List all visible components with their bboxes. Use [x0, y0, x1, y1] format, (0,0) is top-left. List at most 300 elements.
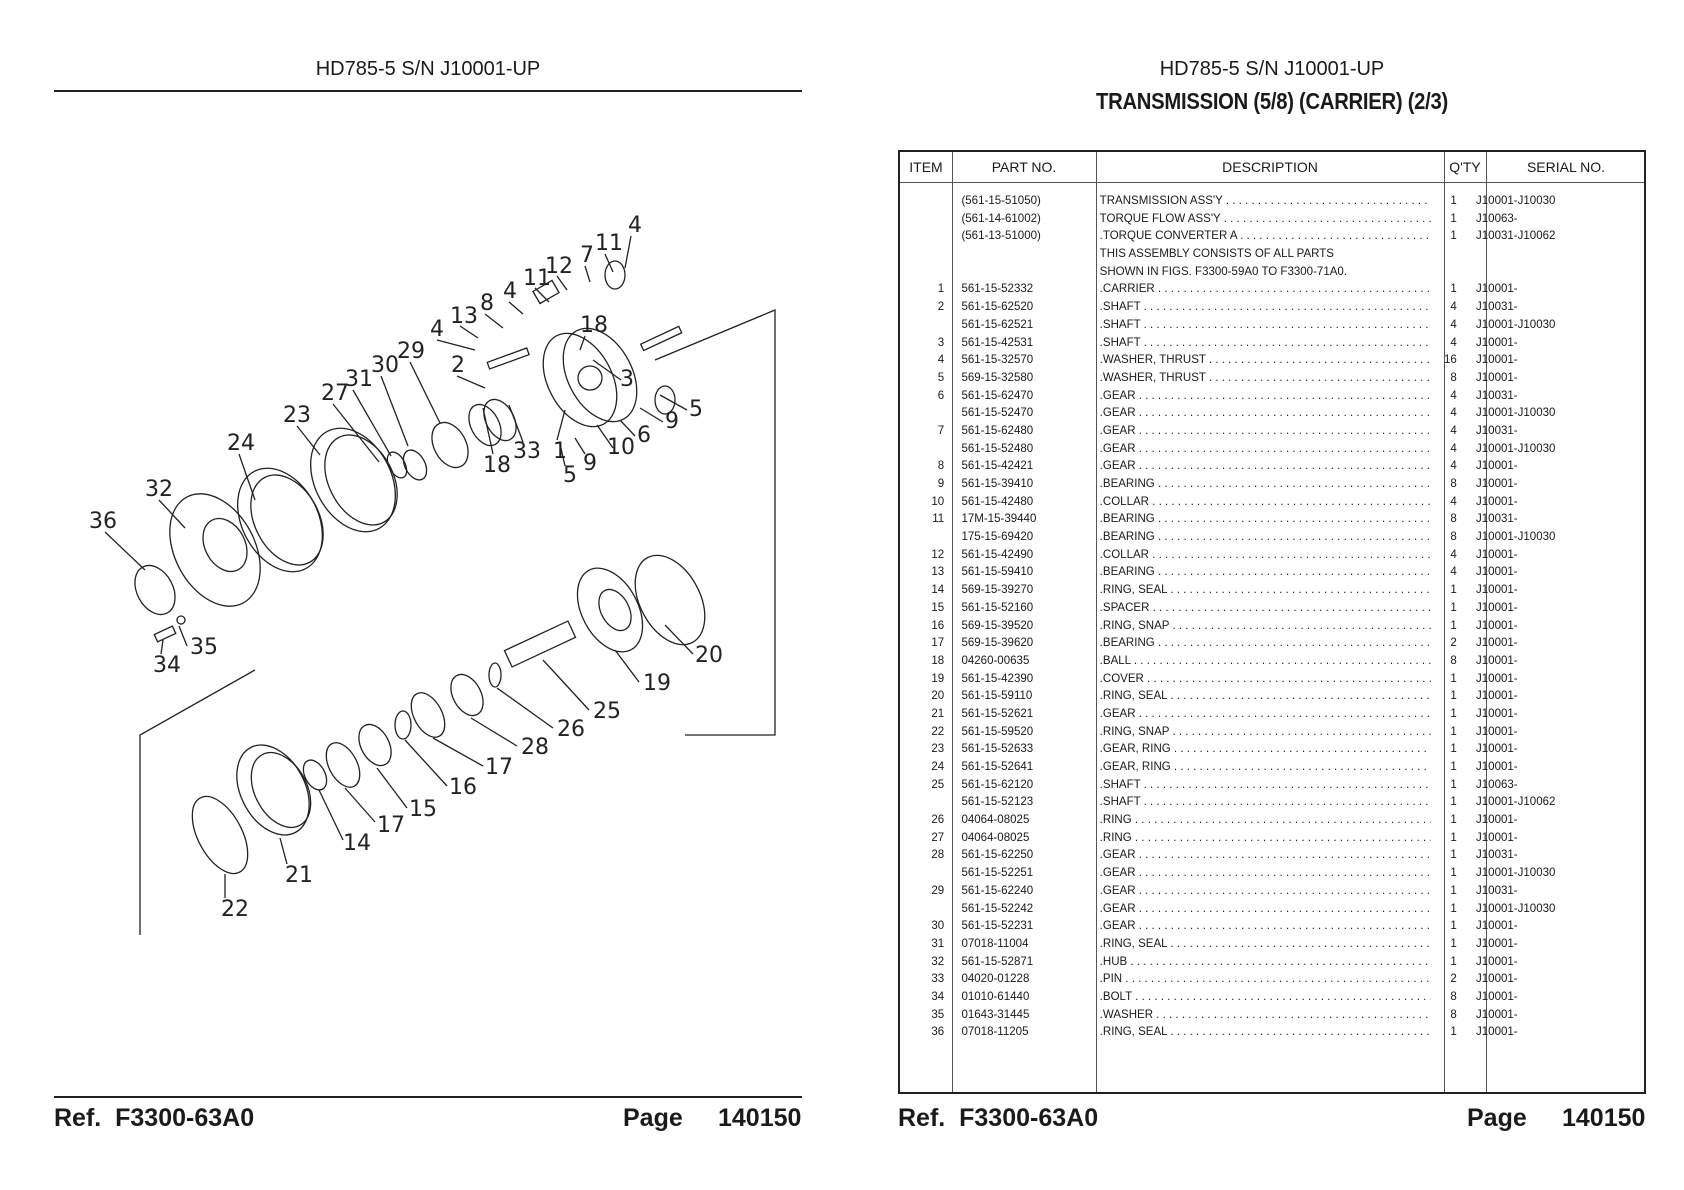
callout-9b: 9	[583, 451, 597, 476]
cell-qty: 4	[1450, 546, 1457, 561]
cell-desc: .GEAR . . .	[1100, 846, 1431, 864]
cell-part: 561-15-42421	[961, 458, 1034, 473]
cell-serial: J10001-J10030	[1476, 865, 1556, 880]
cell-part: 561-15-62250	[961, 847, 1034, 862]
table-row	[900, 740, 1614, 758]
cell-part: 04064-08025	[961, 812, 1030, 827]
cell-item: 5	[937, 369, 945, 384]
cell-desc: .GEAR . . .	[1100, 422, 1431, 440]
table-row	[900, 457, 1614, 475]
cell-qty: 8	[1450, 369, 1457, 384]
cell-serial: J10001-	[1476, 971, 1518, 986]
cell-desc: .GEAR . . .	[1100, 387, 1431, 405]
cell-qty: 1	[1450, 193, 1457, 207]
table-row	[900, 440, 1614, 458]
table-row	[900, 935, 1614, 953]
cell-desc: .TORQUE CONVERTER A . . .	[1100, 227, 1431, 245]
cell-item: 27	[931, 829, 945, 844]
cell-part: 561-15-39410	[961, 476, 1034, 490]
cell-desc: .GEAR . . .	[1100, 882, 1431, 900]
cell-part: 561-15-52480	[961, 440, 1034, 455]
cell-part: 04064-08025	[961, 829, 1030, 844]
callout-21: 21	[285, 863, 313, 888]
callout-9: 9	[665, 409, 679, 434]
cell-qty: 4	[1450, 316, 1457, 331]
cell-serial: J10001-J10030	[1476, 529, 1556, 544]
cell-serial: J10001-	[1476, 988, 1518, 1003]
callout-35: 35	[190, 635, 218, 660]
table-row	[900, 846, 1614, 864]
cell-part: 561-15-62521	[961, 316, 1034, 331]
cell-qty: 1	[1450, 670, 1457, 685]
cell-item: 31	[931, 935, 945, 950]
cell-qty: 8	[1450, 988, 1457, 1003]
cell-serial: J10001-	[1476, 546, 1518, 561]
cell-item: 20	[931, 688, 945, 703]
cell-item: 22	[931, 723, 945, 738]
cell-part: 569-15-39620	[961, 635, 1034, 650]
cell-part: 561-15-52332	[961, 281, 1034, 296]
table-row	[900, 705, 1614, 723]
cell-desc: .GEAR, RING . . .	[1100, 740, 1431, 758]
table-row	[900, 634, 1614, 652]
cell-item: 35	[931, 1006, 945, 1021]
cell-desc: .SPACER . . .	[1100, 599, 1431, 617]
cell-serial: J10001-J10030	[1476, 316, 1556, 331]
cell-serial: J10031-	[1476, 299, 1518, 314]
right-footer-ref: Ref. F3300-63A0	[898, 1104, 1099, 1132]
cell-serial: J10001-J10030	[1476, 440, 1556, 455]
cell-item: 4	[937, 352, 945, 367]
cell-part: 561-15-62470	[961, 387, 1034, 402]
cell-serial: J10001-	[1476, 352, 1518, 367]
cell-part: 561-15-42490	[961, 546, 1034, 561]
cell-part: 561-15-52160	[961, 599, 1034, 614]
cell-serial: J10001-	[1476, 334, 1518, 349]
cell-qty: 8	[1450, 529, 1457, 544]
cell-part: 561-15-59520	[961, 723, 1034, 738]
cell-serial: J10001-	[1476, 723, 1518, 738]
cell-serial: J10031-	[1476, 422, 1518, 437]
callout-24: 24	[227, 431, 255, 456]
cell-item: 11	[932, 511, 945, 526]
cell-serial: J10001-J10030	[1476, 405, 1556, 420]
right-footer-page-number: 140150	[1562, 1104, 1646, 1132]
cell-serial: J10001-	[1476, 935, 1518, 950]
callout-10: 10	[607, 435, 635, 460]
cell-qty: 8	[1450, 1006, 1457, 1021]
table-row	[900, 652, 1614, 670]
cell-desc: .RING, SNAP . . .	[1100, 723, 1431, 741]
table-row	[900, 334, 1614, 352]
table-row	[900, 563, 1614, 581]
cell-item: 32	[931, 953, 945, 968]
col-header-serial: SERIAL NO.	[1526, 159, 1606, 175]
cell-qty: 4	[1450, 440, 1457, 455]
cell-item: 18	[931, 652, 945, 667]
cell-serial: J10001-	[1476, 688, 1518, 703]
cell-desc: .RING, SEAL . . .	[1100, 687, 1431, 705]
cell-qty: 1	[1450, 688, 1457, 703]
cell-qty: 1	[1450, 1024, 1457, 1039]
cell-part: 561-15-52633	[961, 741, 1034, 756]
cell-serial: J10001-	[1476, 670, 1518, 685]
callout-30: 30	[371, 353, 399, 378]
cell-item: 34	[931, 988, 945, 1003]
cell-desc: .GEAR . . .	[1100, 440, 1431, 458]
cell-serial: J10001-	[1476, 281, 1518, 296]
table-row	[900, 776, 1614, 794]
cell-qty: 4	[1450, 422, 1457, 437]
cell-qty: 1	[1450, 918, 1457, 933]
col-header-qty: Q'TY	[1449, 159, 1481, 175]
callout-5b: 5	[563, 463, 577, 488]
callout-29: 29	[397, 339, 425, 364]
cell-item: 23	[931, 741, 945, 756]
cell-serial: J10001-	[1476, 829, 1518, 844]
cell-part: 561-15-62480	[961, 422, 1034, 437]
cell-desc: SHOWN IN FIGS. F3300-59A0 TO F3300-71A0.	[1099, 263, 1348, 278]
cell-item: 13	[931, 564, 945, 579]
cell-item: 26	[931, 812, 945, 827]
cell-part: 175-15-69420	[961, 529, 1034, 544]
col-header-desc: DESCRIPTION	[1222, 159, 1318, 175]
table-row	[900, 723, 1614, 741]
cell-serial: J10001-	[1476, 812, 1518, 827]
cell-part: 04260-00635	[961, 652, 1030, 667]
table-row	[900, 192, 1614, 210]
cell-serial: J10001-	[1476, 918, 1518, 933]
table-row	[900, 599, 1614, 617]
callout-4: 4	[628, 213, 642, 238]
callout-27: 27	[321, 381, 349, 406]
cell-desc: .WASHER . . .	[1100, 1006, 1431, 1024]
cell-serial: J10031-	[1476, 387, 1518, 402]
cell-serial: J10031-	[1476, 847, 1518, 862]
cell-qty: 1	[1450, 776, 1457, 791]
table-row	[900, 422, 1614, 440]
cell-qty: 1	[1450, 617, 1457, 632]
cell-part: 561-15-52641	[961, 759, 1034, 773]
cell-qty: 1	[1450, 829, 1457, 844]
table-row	[900, 245, 1614, 263]
right-footer-page-label: Page	[1467, 1104, 1527, 1132]
cell-desc: .CARRIER . . .	[1100, 280, 1431, 298]
cell-serial: J10001-	[1476, 1024, 1518, 1039]
cell-desc: .GEAR . . .	[1100, 917, 1431, 935]
callout-11: 11	[595, 231, 623, 256]
table-row	[900, 1006, 1614, 1024]
table-row	[900, 404, 1614, 422]
callout-20: 20	[695, 643, 723, 668]
cell-part: 561-15-59110	[961, 688, 1033, 703]
cell-qty: 1	[1450, 741, 1457, 756]
callout-12: 12	[545, 254, 573, 279]
callout-17b: 17	[377, 813, 405, 838]
cell-part: 561-15-42480	[961, 493, 1034, 508]
cell-desc: .COLLAR . . .	[1100, 493, 1431, 511]
cell-desc: .SHAFT . . .	[1100, 298, 1431, 316]
table-row	[900, 793, 1614, 811]
cell-qty: 4	[1450, 493, 1457, 508]
cell-item: 36	[931, 1024, 945, 1039]
cell-part: 561-15-52871	[961, 953, 1034, 968]
cell-desc: .WASHER, THRUST . . .	[1100, 369, 1431, 387]
cell-part: 07018-11004	[961, 935, 1029, 950]
callout-26: 26	[557, 717, 585, 742]
cell-qty: 1	[1450, 812, 1457, 827]
cell-desc: .COLLAR . . .	[1100, 546, 1431, 564]
cell-desc: .RING . . .	[1100, 829, 1431, 847]
left-header-rule	[54, 90, 802, 92]
cell-desc: .SHAFT . . .	[1100, 776, 1431, 794]
table-row	[900, 1023, 1614, 1041]
cell-serial: J10001-	[1476, 599, 1518, 614]
callout-36: 36	[89, 509, 117, 534]
callout-7: 7	[580, 243, 594, 268]
cell-part: 07018-11205	[961, 1024, 1029, 1039]
cell-part: 561-15-32570	[961, 352, 1034, 367]
cell-desc: .BEARING . . .	[1100, 528, 1431, 546]
cell-part: (561-14-61002)	[961, 210, 1041, 225]
cell-item: 21	[931, 705, 945, 720]
cell-desc: .BEARING . . .	[1100, 475, 1431, 493]
cell-qty: 1	[1450, 228, 1457, 243]
cell-part: 561-15-52242	[961, 900, 1034, 915]
cell-qty: 1	[1450, 900, 1457, 915]
cell-desc: .GEAR . . .	[1100, 457, 1431, 475]
lower-assembly	[181, 544, 719, 883]
cell-serial: J10001-	[1476, 369, 1518, 384]
table-row	[900, 670, 1614, 688]
cell-desc: .BEARING . . .	[1100, 634, 1431, 652]
cell-qty: 2	[1450, 635, 1457, 650]
right-header: HD785-5 S/N J10001-UP	[1159, 58, 1385, 80]
cell-part: 561-15-62120	[961, 776, 1034, 791]
callout-19: 19	[643, 671, 671, 696]
cell-qty: 4	[1450, 458, 1457, 473]
cell-item: 25	[931, 776, 945, 791]
cell-part: 561-15-62240	[961, 882, 1034, 897]
left-footer-rule	[54, 1096, 802, 1098]
cell-item: 33	[931, 971, 945, 986]
cell-serial: J10001-	[1476, 458, 1518, 473]
callout-18: 18	[580, 313, 608, 338]
table-row	[900, 988, 1614, 1006]
cell-desc: .RING, SEAL . . .	[1100, 1023, 1431, 1041]
callout-31: 31	[345, 367, 373, 392]
table-row	[900, 581, 1614, 599]
callout-17: 17	[485, 755, 513, 780]
table-row	[900, 263, 1614, 281]
table-row	[900, 298, 1614, 316]
callout-13: 13	[450, 304, 478, 329]
cell-qty: 4	[1450, 405, 1457, 420]
cell-qty: 4	[1450, 299, 1457, 314]
cell-qty: 8	[1450, 652, 1457, 667]
cell-serial: J10031-J10062	[1476, 228, 1556, 243]
table-row	[900, 758, 1614, 776]
table-row	[900, 864, 1614, 882]
table-row	[900, 387, 1614, 405]
table-row	[900, 917, 1614, 935]
cell-item: 1	[937, 281, 945, 296]
cell-part: 561-15-59410	[961, 564, 1034, 579]
cell-qty: 1	[1450, 582, 1457, 597]
cell-desc: TORQUE FLOW ASS'Y . . .	[1100, 210, 1431, 228]
cell-serial: J10063-	[1476, 776, 1518, 791]
left-footer-page-number: 140150	[718, 1104, 802, 1132]
cell-serial: J10001-	[1476, 617, 1518, 632]
cell-desc: .PIN . . .	[1100, 970, 1431, 988]
cell-part: (561-13-51000)	[961, 228, 1041, 243]
cell-item: 2	[937, 299, 945, 314]
cell-serial: J10001-	[1476, 476, 1518, 490]
table-row	[900, 210, 1614, 228]
cell-desc: THIS ASSEMBLY CONSISTS OF ALL PARTS	[1099, 246, 1334, 261]
cell-serial: J10001-J10030	[1476, 900, 1556, 915]
cell-qty: 8	[1450, 511, 1457, 526]
cell-part: 561-15-42531	[961, 334, 1034, 349]
cell-serial: J10001-	[1476, 635, 1518, 650]
cell-part: 569-15-39520	[961, 617, 1034, 632]
col-header-item: ITEM	[909, 159, 943, 175]
cell-desc: .BOLT . . .	[1100, 988, 1431, 1006]
callout-11b: 11	[523, 266, 551, 291]
table-row	[900, 882, 1614, 900]
cell-part: 561-15-52231	[961, 918, 1034, 933]
cell-desc: .SHAFT . . .	[1100, 793, 1431, 811]
callout-22: 22	[221, 897, 249, 922]
cell-item: 29	[931, 882, 945, 897]
table-row	[900, 493, 1614, 511]
cell-serial: J10001-	[1476, 652, 1518, 667]
left-footer-page-label: Page	[623, 1104, 683, 1132]
table-row	[900, 369, 1614, 387]
cell-desc: .SHAFT . . .	[1100, 334, 1431, 352]
cell-qty: 1	[1450, 882, 1457, 897]
callout-1: 1	[553, 439, 567, 464]
cell-serial: J10063-	[1476, 210, 1518, 225]
table-row	[900, 316, 1614, 334]
cell-qty: 1	[1450, 281, 1457, 296]
cell-item: 30	[931, 918, 945, 933]
cell-serial: J10031-	[1476, 511, 1518, 526]
callout-32: 32	[145, 477, 173, 502]
cell-desc: .GEAR, RING . . .	[1100, 758, 1431, 776]
callout-8: 8	[480, 291, 494, 316]
left-header: HD785-5 S/N J10001-UP	[315, 58, 541, 80]
callout-28: 28	[521, 735, 549, 760]
table-row	[900, 475, 1614, 493]
callouts	[89, 213, 723, 922]
table-row	[900, 617, 1614, 635]
table-body	[900, 192, 1644, 1041]
cell-item: 16	[931, 617, 945, 632]
cell-desc: .RING, SNAP . . .	[1100, 617, 1431, 635]
exploded-parts-diagram	[75, 210, 795, 1010]
table-row	[900, 953, 1614, 971]
cell-qty: 1	[1450, 759, 1457, 773]
table-row	[900, 687, 1614, 705]
page-title: TRANSMISSION (5/8) (CARRIER) (2/3)	[1096, 88, 1448, 114]
table-row	[900, 528, 1614, 546]
table-row	[900, 351, 1614, 369]
cell-serial: J10001-J10030	[1476, 193, 1556, 207]
table-row	[900, 227, 1614, 245]
table-row	[900, 280, 1614, 298]
cell-qty: 4	[1450, 387, 1457, 402]
callout-4c: 4	[430, 317, 444, 342]
cell-serial: J10001-	[1476, 1006, 1518, 1021]
callout-25: 25	[593, 699, 621, 724]
cell-qty: 1	[1450, 935, 1457, 950]
cell-item: 10	[931, 493, 945, 508]
cell-qty: 1	[1450, 705, 1457, 720]
callout-23: 23	[283, 403, 311, 428]
cell-part: 561-15-52251	[961, 865, 1034, 880]
cell-qty: 1	[1450, 865, 1457, 880]
cell-part: 561-15-52621	[961, 705, 1034, 720]
cell-item: 28	[931, 847, 945, 862]
cell-item: 12	[931, 546, 945, 561]
cell-serial: J10001-	[1476, 705, 1518, 720]
cell-serial: J10001-J10062	[1476, 794, 1556, 809]
cell-qty: 4	[1450, 334, 1457, 349]
callout-18b: 18	[483, 453, 511, 478]
cell-part: 01643-31445	[961, 1006, 1030, 1021]
callout-15: 15	[409, 797, 437, 822]
table-row	[900, 829, 1614, 847]
cell-desc: .SHAFT . . .	[1100, 316, 1431, 334]
cell-desc: TRANSMISSION ASS'Y . . .	[1100, 192, 1431, 210]
cell-desc: .GEAR . . .	[1100, 900, 1431, 918]
left-footer-ref: Ref. F3300-63A0	[54, 1104, 255, 1132]
parts-table	[898, 150, 1646, 1094]
cell-qty: 1	[1450, 599, 1457, 614]
cell-desc: .COVER . . .	[1100, 670, 1431, 688]
cell-desc: .BEARING . . .	[1100, 563, 1431, 581]
cell-part: 17M-15-39440	[961, 511, 1037, 526]
cell-qty: 1	[1450, 794, 1457, 809]
cell-item: 14	[931, 582, 945, 597]
col-header-part: PART NO.	[991, 159, 1057, 175]
cell-serial: J10001-	[1476, 564, 1518, 579]
cell-part: (561-15-51050)	[961, 193, 1041, 207]
table-row	[900, 546, 1614, 564]
callout-14: 14	[343, 831, 371, 856]
cell-desc: .GEAR . . .	[1100, 864, 1431, 882]
cell-qty: 4	[1450, 564, 1457, 579]
callout-4b: 4	[503, 279, 517, 304]
cell-item: 3	[937, 334, 945, 349]
cell-desc: .BALL . . .	[1100, 652, 1431, 670]
table-row	[900, 970, 1614, 988]
callout-2: 2	[451, 353, 465, 378]
cell-serial: J10001-	[1476, 741, 1518, 756]
cell-part: 04020-01228	[961, 971, 1030, 986]
table-row	[900, 811, 1614, 829]
cell-item: 17	[931, 635, 945, 650]
cell-qty: 1	[1450, 953, 1457, 968]
cell-qty: 16	[1443, 352, 1457, 367]
cell-part: 569-15-39270	[961, 582, 1034, 597]
cell-desc: .GEAR . . .	[1100, 404, 1431, 422]
cell-part: 561-15-62520	[961, 299, 1034, 314]
cell-part: 01010-61440	[961, 988, 1030, 1003]
callout-16: 16	[449, 775, 477, 800]
cell-part: 569-15-32580	[961, 369, 1034, 384]
